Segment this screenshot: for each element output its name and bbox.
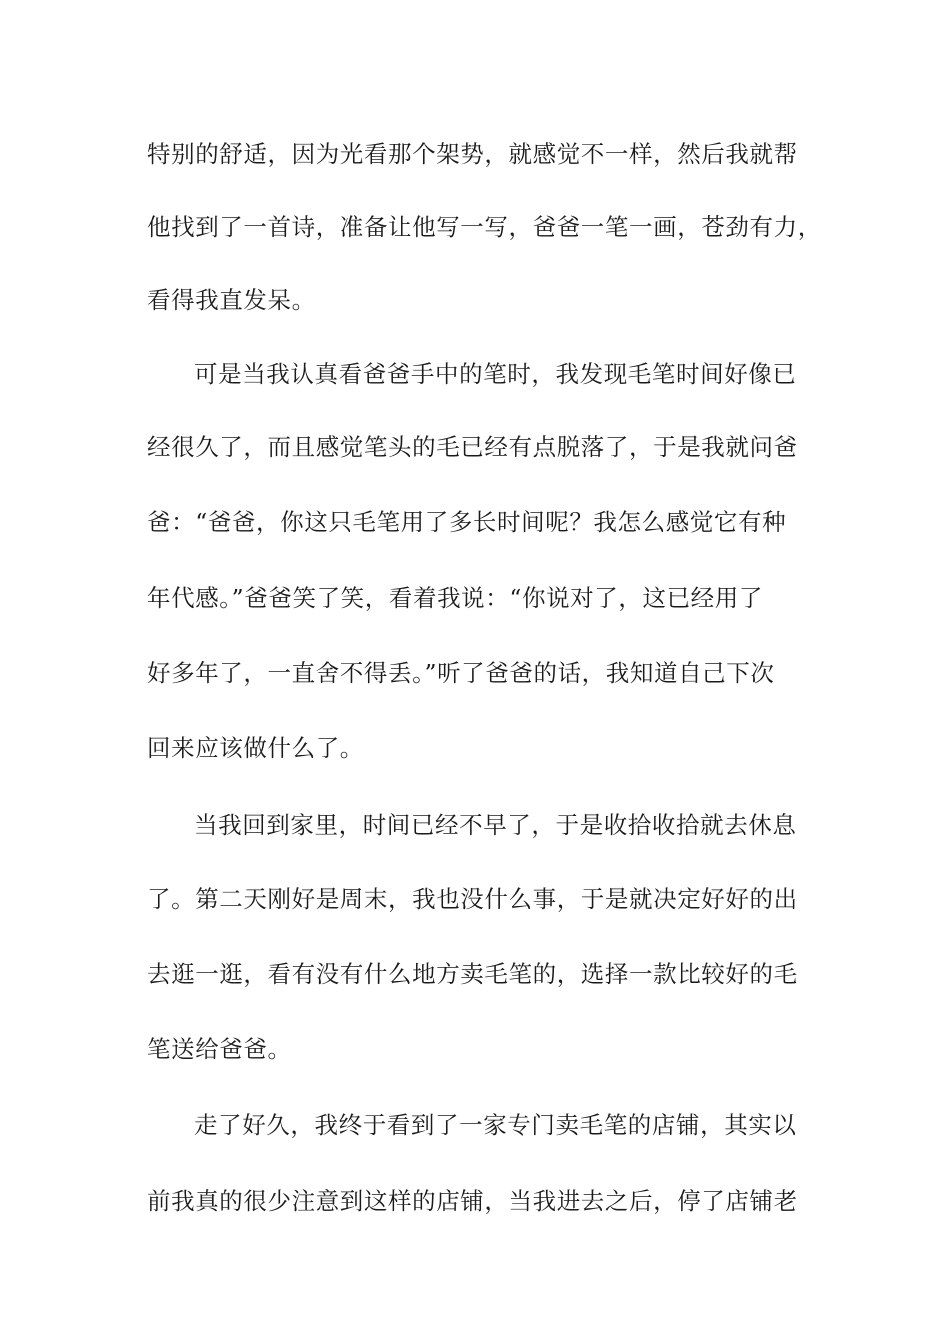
text-line: 看得我直发呆。 — [147, 286, 316, 314]
text-line: 特别的舒适，因为光看那个架势，就感觉不一样，然后我就帮 — [147, 140, 798, 168]
text-line: 了。第二天刚好是周末，我也没什么事，于是就决定好好的出 — [147, 885, 798, 913]
paragraph-first-line: 走了好久，我终于看到了一家专门卖毛笔的店铺，其实以 — [194, 1111, 797, 1139]
text-line: 经很久了，而且感觉笔头的毛已经有点脱落了，于是我就问爸 — [147, 433, 798, 461]
text-line: 他找到了一首诗，准备让他写一写，爸爸一笔一画，苍劲有力， — [147, 213, 822, 241]
text-line: 爸：“爸爸，你这只毛笔用了多长时间呢？我怎么感觉它有种 — [147, 508, 787, 536]
text-line: 笔送给爸爸。 — [147, 1035, 292, 1063]
text-line: 前我真的很少注意到这样的店铺，当我进去之后，停了店铺老 — [147, 1187, 798, 1215]
paragraph-first-line: 当我回到家里，时间已经不早了，于是收拾收拾就去休息 — [194, 811, 797, 839]
paragraph-first-line: 可是当我认真看爸爸手中的笔时，我发现毛笔时间好像已 — [194, 360, 797, 388]
text-line: 去逛一逛，看有没有什么地方卖毛笔的，选择一款比较好的毛 — [147, 960, 798, 988]
text-line: 好多年了，一直舍不得丢。”听了爸爸的话，我知道自己下次 — [147, 659, 775, 687]
text-line: 年代感。”爸爸笑了笑，看着我说：“你说对了，这已经用了 — [147, 584, 763, 612]
text-line: 回来应该做什么了。 — [147, 734, 364, 762]
